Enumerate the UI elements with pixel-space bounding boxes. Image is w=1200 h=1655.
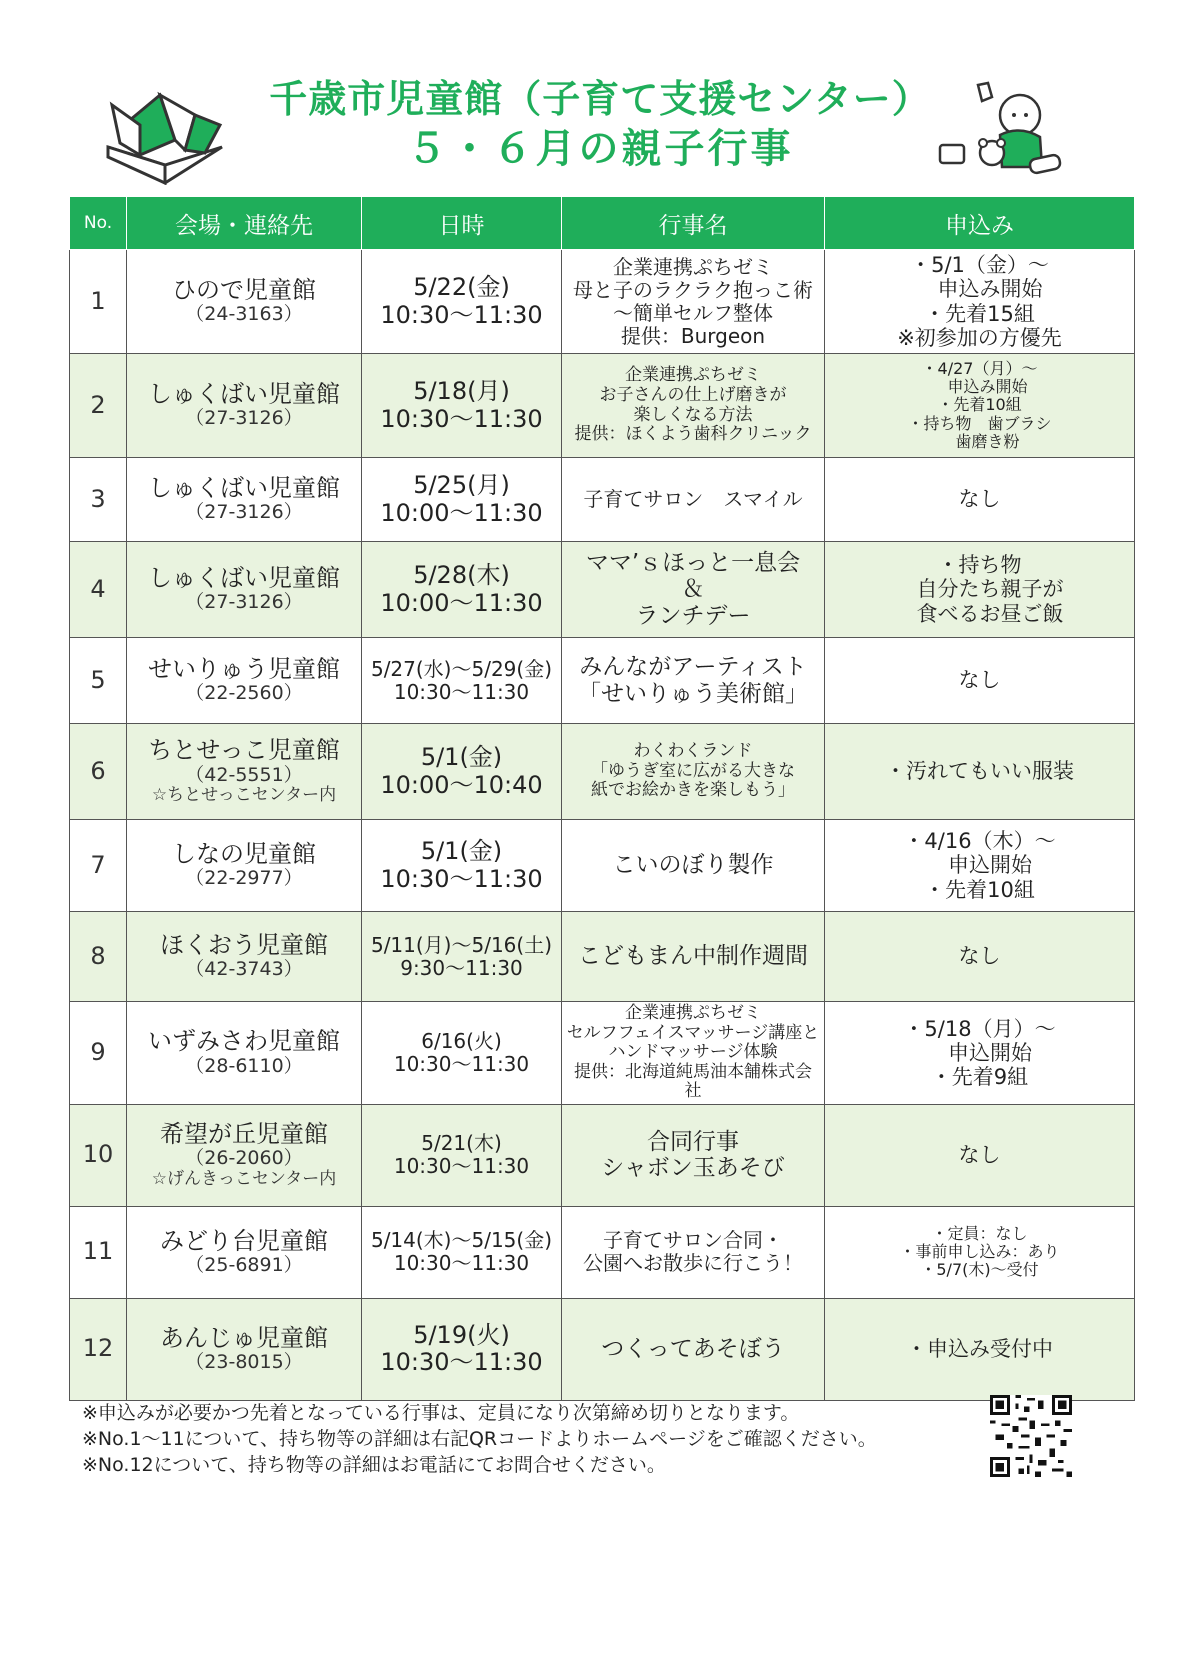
datetime-cell <box>362 724 562 820</box>
venue-phone: （42-3743） <box>185 958 303 981</box>
apply-line: なし <box>958 668 1001 693</box>
venue-name: みどり台児童館 <box>160 1226 328 1255</box>
event-time: 10:30〜11:30 <box>393 1051 530 1076</box>
apply-line: ・先着10組 <box>937 395 1022 415</box>
event-time: 10:00〜11:30 <box>380 588 543 617</box>
row-number: 1 <box>70 250 127 354</box>
venue-phone: （42-5551） <box>185 763 303 786</box>
apply-line: ・先着10組 <box>924 877 1035 902</box>
apply-line: ・申込み受付中 <box>906 1337 1053 1362</box>
header-no: No. <box>70 197 127 250</box>
row-number: 6 <box>70 724 127 820</box>
event-date: 5/1(金) <box>420 742 503 771</box>
row-number: 12 <box>70 1298 127 1400</box>
event-time: 10:00〜10:40 <box>380 770 543 799</box>
event-date: 5/25(月) <box>413 470 510 499</box>
venue-phone: （22-2560） <box>185 682 303 705</box>
venue-name: せいりゅう児童館 <box>148 654 340 683</box>
event-time: 9:30〜11:30 <box>400 955 523 980</box>
venue-phone: （27-3126） <box>185 501 303 524</box>
datetime-cell <box>362 912 562 1002</box>
apply-line: ・持ち物 <box>937 553 1022 578</box>
event-name-line: 「ゆうぎ室に広がる大きな <box>591 760 795 781</box>
venue-cell <box>127 542 362 638</box>
header-apply: 申込み <box>825 197 1135 250</box>
venue-name: ひので児童館 <box>172 275 316 304</box>
apply-cell <box>825 458 1135 542</box>
apply-cell <box>825 1002 1135 1105</box>
venue-phone: （23-8015） <box>185 1351 303 1374</box>
venue-name: 希望が丘児童館 <box>160 1119 328 1148</box>
venue-name: ちとせっこ児童館 <box>148 736 340 764</box>
row-number: 9 <box>70 1002 127 1105</box>
event-name-line: 子育てサロン合同・ <box>603 1228 783 1253</box>
apply-line: ・4/27（月）〜 <box>921 358 1038 378</box>
event-name-line: 紙でお絵かきを楽しもう」 <box>591 780 795 801</box>
row-number: 3 <box>70 458 127 542</box>
venue-cell <box>127 458 362 542</box>
event-name-line: 母と子のラクラク抱っこ術 <box>573 277 813 302</box>
apply-line: なし <box>958 1143 1001 1168</box>
row-number: 7 <box>70 820 127 912</box>
table-row <box>70 542 1135 638</box>
event-name-line: ママ’ｓほっと一息会 <box>585 549 801 576</box>
table-row <box>70 724 1135 820</box>
table-row <box>70 1298 1135 1400</box>
event-cell <box>562 724 825 820</box>
venue-cell <box>127 250 362 354</box>
venue-phone: （26-2060） <box>185 1147 303 1170</box>
apply-cell <box>825 1206 1135 1298</box>
event-date: 5/21(木) <box>421 1131 502 1156</box>
datetime-cell <box>362 1298 562 1400</box>
event-name-line: 合同行事 <box>647 1128 739 1155</box>
venue-name: あんじゅ児童館 <box>160 1323 328 1352</box>
apply-line: ・5/18（月）〜 <box>903 1016 1056 1041</box>
apply-line: ・5/1（金）〜 <box>910 253 1049 278</box>
apply-line: ・先着9組 <box>930 1064 1029 1089</box>
venue-cell <box>127 1298 362 1400</box>
event-name-line: こいのぼり製作 <box>612 852 774 879</box>
table-row <box>70 354 1135 458</box>
row-number: 10 <box>70 1104 127 1206</box>
event-name-line: ハンドマッサージ体験 <box>608 1042 778 1063</box>
event-date: 5/1(金) <box>420 836 503 865</box>
event-cell <box>562 1002 825 1105</box>
venue-name: いずみさわ児童館 <box>148 1027 340 1056</box>
apply-cell <box>825 724 1135 820</box>
table-row <box>70 1002 1135 1105</box>
event-date: 5/18(月) <box>413 376 510 405</box>
apply-line: 申込開始 <box>927 853 1032 878</box>
apply-line: 申込み開始 <box>916 277 1043 302</box>
apply-line: ・持ち物 歯ブラシ <box>907 413 1052 433</box>
event-name-line: 企業連携ぷちゼミ <box>625 1003 761 1023</box>
event-name-line: 企業連携ぷちゼミ <box>625 365 761 386</box>
qr-code-icon[interactable] <box>990 1395 1072 1477</box>
event-cell <box>562 638 825 724</box>
event-name-line: セルフフェイスマッサージ講座と <box>566 1022 820 1043</box>
row-number: 2 <box>70 354 127 458</box>
event-date: 6/16(火) <box>421 1028 502 1053</box>
event-name-line: みんながアーティスト <box>579 654 807 681</box>
venue-name: しゅくばい児童館 <box>148 379 340 408</box>
footnotes <box>82 1400 877 1479</box>
apply-cell <box>825 638 1135 724</box>
apply-line: 申込開始 <box>927 1040 1032 1065</box>
header-datetime: 日時 <box>362 197 562 250</box>
apply-line: なし <box>958 487 1001 512</box>
apply-line: 申込み開始 <box>931 376 1028 396</box>
apply-line: 自分たち親子が <box>895 577 1064 602</box>
venue-phone: （24-3163） <box>185 303 303 326</box>
page-title: 千歳市児童館（子育て支援センター） <box>269 77 931 121</box>
event-cell <box>562 250 825 354</box>
venue-cell <box>127 638 362 724</box>
event-time: 10:30〜11:30 <box>393 679 530 704</box>
event-date: 5/11(月)〜5/16(土) <box>370 932 553 957</box>
event-cell <box>562 912 825 1002</box>
venue-cell <box>127 1206 362 1298</box>
venue-phone: （25-6891） <box>185 1254 303 1277</box>
event-date: 5/14(木)〜5/15(金) <box>370 1228 553 1253</box>
venue-note: ☆ちとせっこセンター内 <box>151 785 337 806</box>
event-name-line: わくわくランド <box>633 741 753 762</box>
event-cell <box>562 542 825 638</box>
venue-cell <box>127 1002 362 1105</box>
apply-cell <box>825 912 1135 1002</box>
event-time: 10:30〜11:30 <box>393 1154 530 1179</box>
event-name-line: こどもまん中制作週間 <box>578 943 808 970</box>
header-event: 行事名 <box>562 197 825 250</box>
datetime-cell <box>362 820 562 912</box>
event-name-line: つくってあそぼう <box>601 1336 785 1363</box>
page-subtitle: ５・６月の親子行事 <box>406 125 794 172</box>
venue-cell <box>127 912 362 1002</box>
footnote: ※No.12について、持ち物等の詳細はお電話にてお問合せください。 <box>82 1454 666 1477</box>
venue-cell <box>127 1104 362 1206</box>
apply-line: ・汚れてもいい服装 <box>885 759 1074 784</box>
datetime-cell <box>362 354 562 458</box>
apply-line: ※初参加の方優先 <box>897 325 1062 350</box>
event-cell <box>562 1206 825 1298</box>
events-table <box>69 196 1135 1401</box>
row-number: 4 <box>70 542 127 638</box>
datetime-cell <box>362 638 562 724</box>
event-name-line: シャボン玉あそび <box>601 1155 785 1182</box>
event-name-line: 企業連携ぷちゼミ <box>613 254 773 279</box>
event-cell <box>562 458 825 542</box>
footnote: ※No.1〜11について、持ち物等の詳細は右記QRコードよりホームページをご確認ください。 <box>82 1428 877 1451</box>
apply-cell <box>825 1298 1135 1400</box>
datetime-cell <box>362 1002 562 1105</box>
event-cell <box>562 354 825 458</box>
event-date: 5/28(木) <box>413 560 510 589</box>
apply-cell <box>825 354 1135 458</box>
apply-cell <box>825 820 1135 912</box>
event-name-line: お子さんの仕上げ磨きが <box>599 384 787 405</box>
table-header-row <box>70 197 1135 250</box>
venue-name: しゅくばい児童館 <box>148 473 340 502</box>
event-date: 5/27(水)〜5/29(金) <box>370 656 553 681</box>
event-time: 10:30〜11:30 <box>380 300 543 329</box>
apply-line: 歯磨き粉 <box>939 432 1020 452</box>
apply-line: ・定員：なし <box>931 1223 1028 1243</box>
event-name-line: ＆ <box>681 576 705 603</box>
table-row <box>70 638 1135 724</box>
table-row <box>70 912 1135 1002</box>
table-row <box>70 1104 1135 1206</box>
venue-phone: （27-3126） <box>185 407 303 430</box>
event-time: 10:30〜11:30 <box>380 1348 543 1377</box>
venue-phone: （27-3126） <box>185 591 303 614</box>
event-name-line: 提供：Burgeon <box>620 323 766 348</box>
event-name-line: 「せいりゅう美術館」 <box>578 680 808 707</box>
table-row <box>70 1206 1135 1298</box>
apply-line: 食べるお昼ご飯 <box>895 601 1064 626</box>
venue-phone: （28-6110） <box>185 1054 303 1077</box>
event-name-line: 提供：北海道純馬油本舗株式会社 <box>574 1061 812 1102</box>
event-name-line: 〜簡単セルフ整体 <box>613 300 773 325</box>
event-cell <box>562 1298 825 1400</box>
event-name-line: 子育てサロン スマイル <box>583 487 803 511</box>
apply-line: ・先着15組 <box>924 301 1035 326</box>
venue-name: しゅくばい児童館 <box>148 563 340 592</box>
event-cell <box>562 1104 825 1206</box>
event-cell <box>562 820 825 912</box>
row-number: 8 <box>70 912 127 1002</box>
datetime-cell <box>362 542 562 638</box>
apply-line: ・4/16（木）〜 <box>903 829 1056 854</box>
datetime-cell <box>362 1206 562 1298</box>
datetime-cell <box>362 250 562 354</box>
event-name-line: ランチデー <box>635 602 751 629</box>
event-time: 10:30〜11:30 <box>380 864 543 893</box>
event-date: 5/19(火) <box>413 1320 510 1349</box>
event-date: 5/22(金) <box>413 272 510 301</box>
apply-line: ・事前申し込み：あり <box>899 1242 1060 1262</box>
row-number: 11 <box>70 1206 127 1298</box>
datetime-cell <box>362 1104 562 1206</box>
datetime-cell <box>362 458 562 542</box>
venue-cell <box>127 724 362 820</box>
table-row <box>70 458 1135 542</box>
venue-phone: （22-2977） <box>185 867 303 890</box>
apply-cell <box>825 1104 1135 1206</box>
event-name-line: 提供：ほくよう歯科クリニック <box>574 424 812 445</box>
event-name-line: 楽しくなる方法 <box>633 404 753 425</box>
venue-cell <box>127 354 362 458</box>
apply-cell <box>825 542 1135 638</box>
apply-line: ・5/7(木)〜受付 <box>920 1260 1039 1280</box>
venue-cell <box>127 820 362 912</box>
event-name-line: 公園へお散歩に行こう！ <box>583 1251 803 1276</box>
row-number: 5 <box>70 638 127 724</box>
venue-name: しなの児童館 <box>172 839 316 868</box>
event-time: 10:30〜11:30 <box>393 1251 530 1276</box>
event-time: 10:00〜11:30 <box>380 498 543 527</box>
header-venue: 会場・連絡先 <box>127 197 362 250</box>
apply-line: なし <box>958 944 1001 969</box>
venue-name: ほくおう児童館 <box>160 930 328 959</box>
event-time: 10:30〜11:30 <box>380 404 543 433</box>
table-row <box>70 250 1135 354</box>
venue-note: ☆げんきっこセンター内 <box>151 1169 337 1190</box>
table-row <box>70 820 1135 912</box>
apply-cell <box>825 250 1135 354</box>
footnote: ※申込みが必要かつ先着となっている行事は、定員になり次第締め切りとなります。 <box>82 1402 800 1424</box>
